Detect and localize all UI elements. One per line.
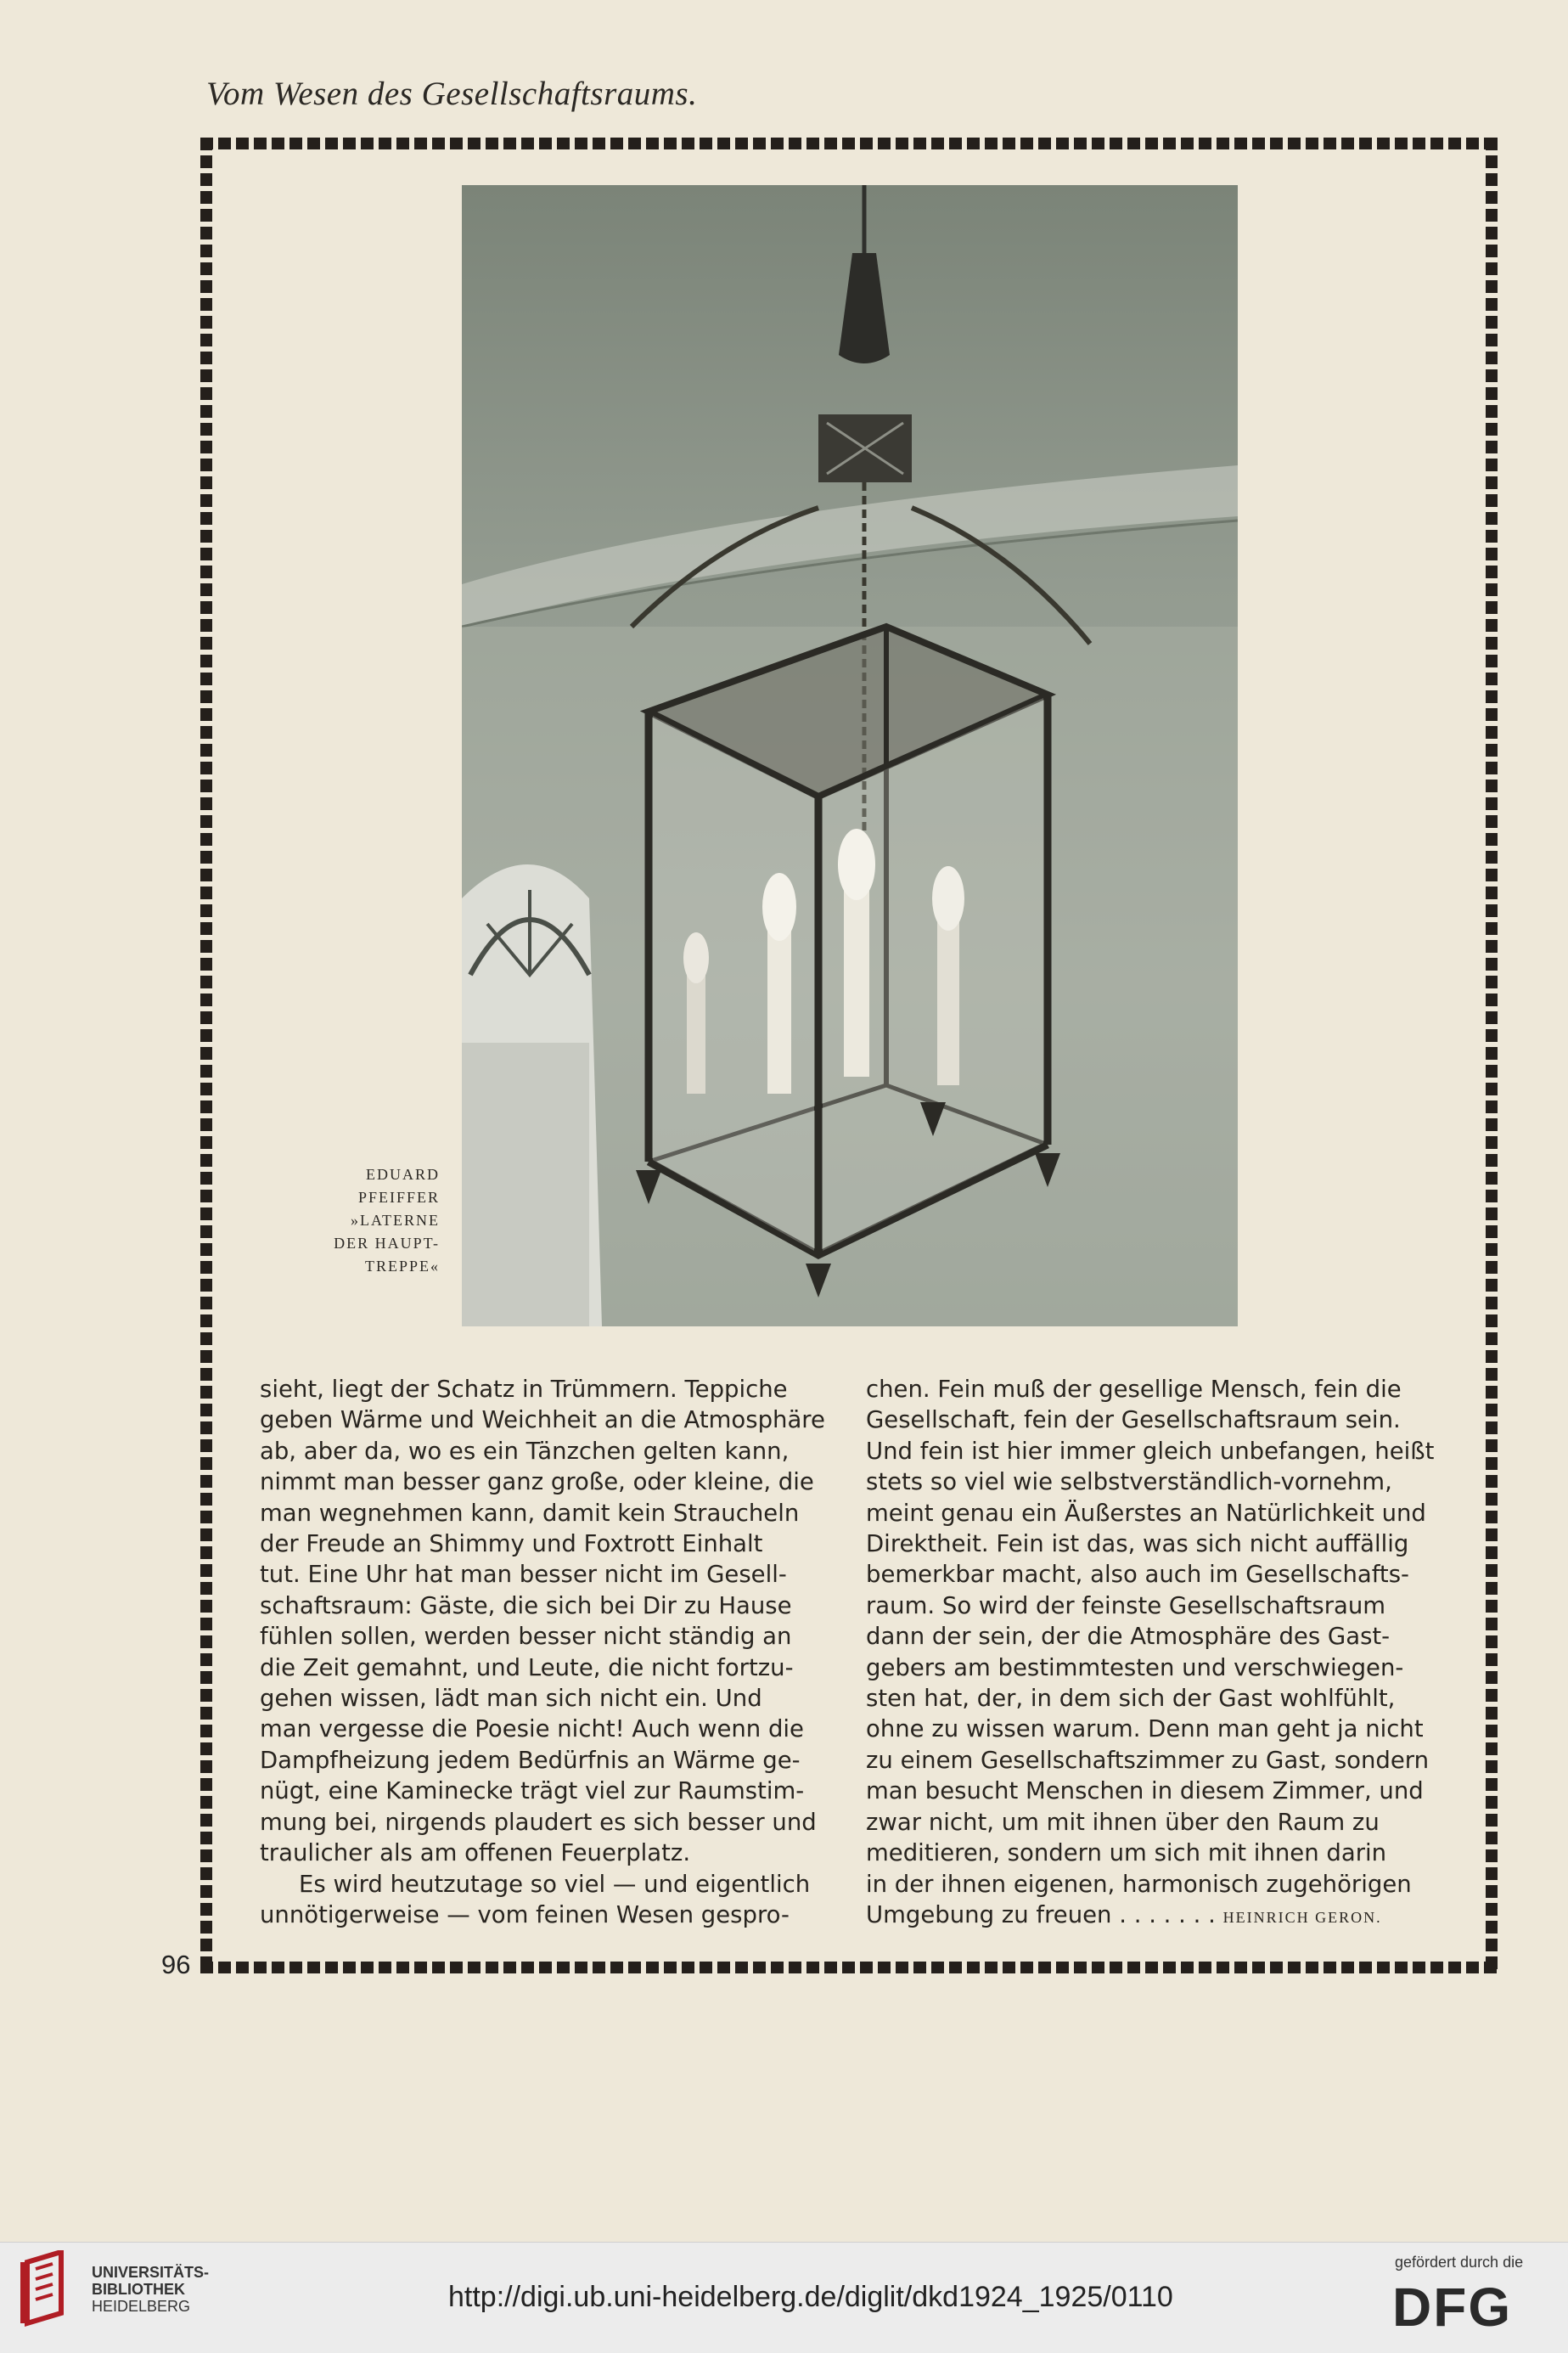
lantern-illustration (462, 185, 1238, 1326)
library-name-line: HEIDELBERG (92, 2298, 191, 2315)
text-line: raum. So wird der feinste Gesellschaftsraum (866, 1591, 1386, 1619)
text-line: sieht, liegt der Schatz in Trümmern. Teppiche (260, 1376, 788, 1403)
text-line: bemerkbar macht, also auch im Gesellschafts- (866, 1561, 1409, 1589)
text-column-right (866, 1374, 1437, 1933)
text-column-left (260, 1374, 831, 1930)
text-line: traulicher als am offenen Feuerplatz. (260, 1839, 691, 1867)
text-line: Es wird heutzutage so viel — und eigentlich (299, 1870, 811, 1898)
text-line: gebers am bestimmtesten und verschwiegen- (866, 1653, 1404, 1681)
text-line: meditieren, sondern um sich mit ihnen darin (866, 1839, 1387, 1867)
frame-right (1486, 138, 1498, 1973)
text-line: nimmt man besser ganz große, oder kleine, die (260, 1468, 814, 1496)
text-line: Umgebung zu freuen . . . . . . . (866, 1900, 1216, 1928)
text-line: mung bei, nirgends plaudert es sich besser und (260, 1808, 817, 1836)
text-line: tut. Eine Uhr hat man besser nicht im Gesell- (260, 1561, 787, 1589)
text-line: sten hat, der, in dem sich der Gast wohlfühlt, (866, 1685, 1396, 1713)
text-line: ab, aber da, wo es ein Tänzchen gelten kann, (260, 1437, 790, 1465)
permalink-url[interactable]: http://digi.ub.uni-heidelberg.de/diglit/dkd1924_1925/0110 (448, 2281, 1173, 2313)
caption-line: EDUARD (366, 1166, 440, 1183)
frame-left (200, 138, 212, 1973)
text-line: man besucht Menschen in diesem Zimmer, und (866, 1777, 1424, 1805)
caption-line: TREPPE« (364, 1258, 440, 1275)
library-name-line: UNIVERSITÄTS- (92, 2264, 210, 2281)
figure-caption (306, 1163, 440, 1278)
text-line: die Zeit gemahnt, und Leute, die nicht fortzu- (260, 1653, 794, 1681)
text-line: chen. Fein muß der gesellige Mensch, fein die (866, 1376, 1402, 1403)
text-line: geben Wärme und Weichheit an die Atmosphäre (260, 1406, 825, 1434)
frame-top (200, 138, 1498, 149)
text-line: Direktheit. Fein ist das, was sich nicht auffällig (866, 1530, 1409, 1558)
text-line: gehen wissen, lädt man sich nicht ein. Und (260, 1685, 762, 1713)
text-line: Gesellschaft, fein der Gesellschaftsraum sein. (866, 1406, 1401, 1434)
text-line: stets so viel wie selbstverständlich-vornehm, (866, 1468, 1392, 1496)
text-line: man vergesse die Poesie nicht! Auch wenn die (260, 1715, 804, 1743)
text-line: der Freude an Shimmy und Foxtrott Einhalt (260, 1530, 763, 1558)
text-line: fühlen sollen, werden besser nicht ständig an (260, 1623, 792, 1651)
text-line: schaftsraum: Gäste, die sich bei Dir zu Hause (260, 1591, 792, 1619)
text-line: man wegnehmen kann, damit kein Straucheln (260, 1499, 800, 1527)
library-name-line: BIBLIOTHEK (92, 2281, 185, 2298)
caption-line: DER HAUPT- (334, 1235, 440, 1252)
dfg-logo[interactable]: DFG (1392, 2277, 1513, 2338)
text-line-last (866, 1900, 1437, 1933)
text-line: Dampfheizung jedem Bedürfnis an Wärme ge- (260, 1746, 801, 1774)
text-line: ohne zu wissen warum. Denn man geht ja nicht (866, 1715, 1424, 1743)
author-signature: HEINRICH GERON. (1222, 1908, 1382, 1926)
text-line: nügt, eine Kaminecke trägt viel zur Raumstim- (260, 1777, 805, 1805)
caption-line: »LATERNE (351, 1212, 440, 1229)
university-library-logo-icon[interactable] (15, 2250, 83, 2344)
page-number: 96 (161, 1950, 191, 1979)
text-line: Und fein ist hier immer gleich unbefangen, heißt (866, 1437, 1435, 1465)
lantern-photograph (462, 185, 1238, 1326)
running-title: Vom Wesen des Gesellschaftsraums. (206, 76, 698, 112)
library-name[interactable] (92, 2264, 209, 2315)
text-line: in der ihnen eigenen, harmonisch zugehörigen (866, 1870, 1412, 1898)
text-line: zu einem Gesellschaftszimmer zu Gast, sondern (866, 1746, 1430, 1774)
text-line: meint genau ein Äußerstes an Natürlichkeit und (866, 1499, 1426, 1527)
text-line: dann der sein, der die Atmosphäre des Gast- (866, 1623, 1391, 1651)
text-line: unnötigerweise — vom feinen Wesen gespro- (260, 1900, 790, 1928)
funding-note: gefördert durch die (1395, 2254, 1524, 2271)
text-line: zwar nicht, um mit ihnen über den Raum zu (866, 1808, 1380, 1836)
caption-line: PFEIFFER (357, 1189, 440, 1206)
frame-bottom (200, 1962, 1498, 1973)
